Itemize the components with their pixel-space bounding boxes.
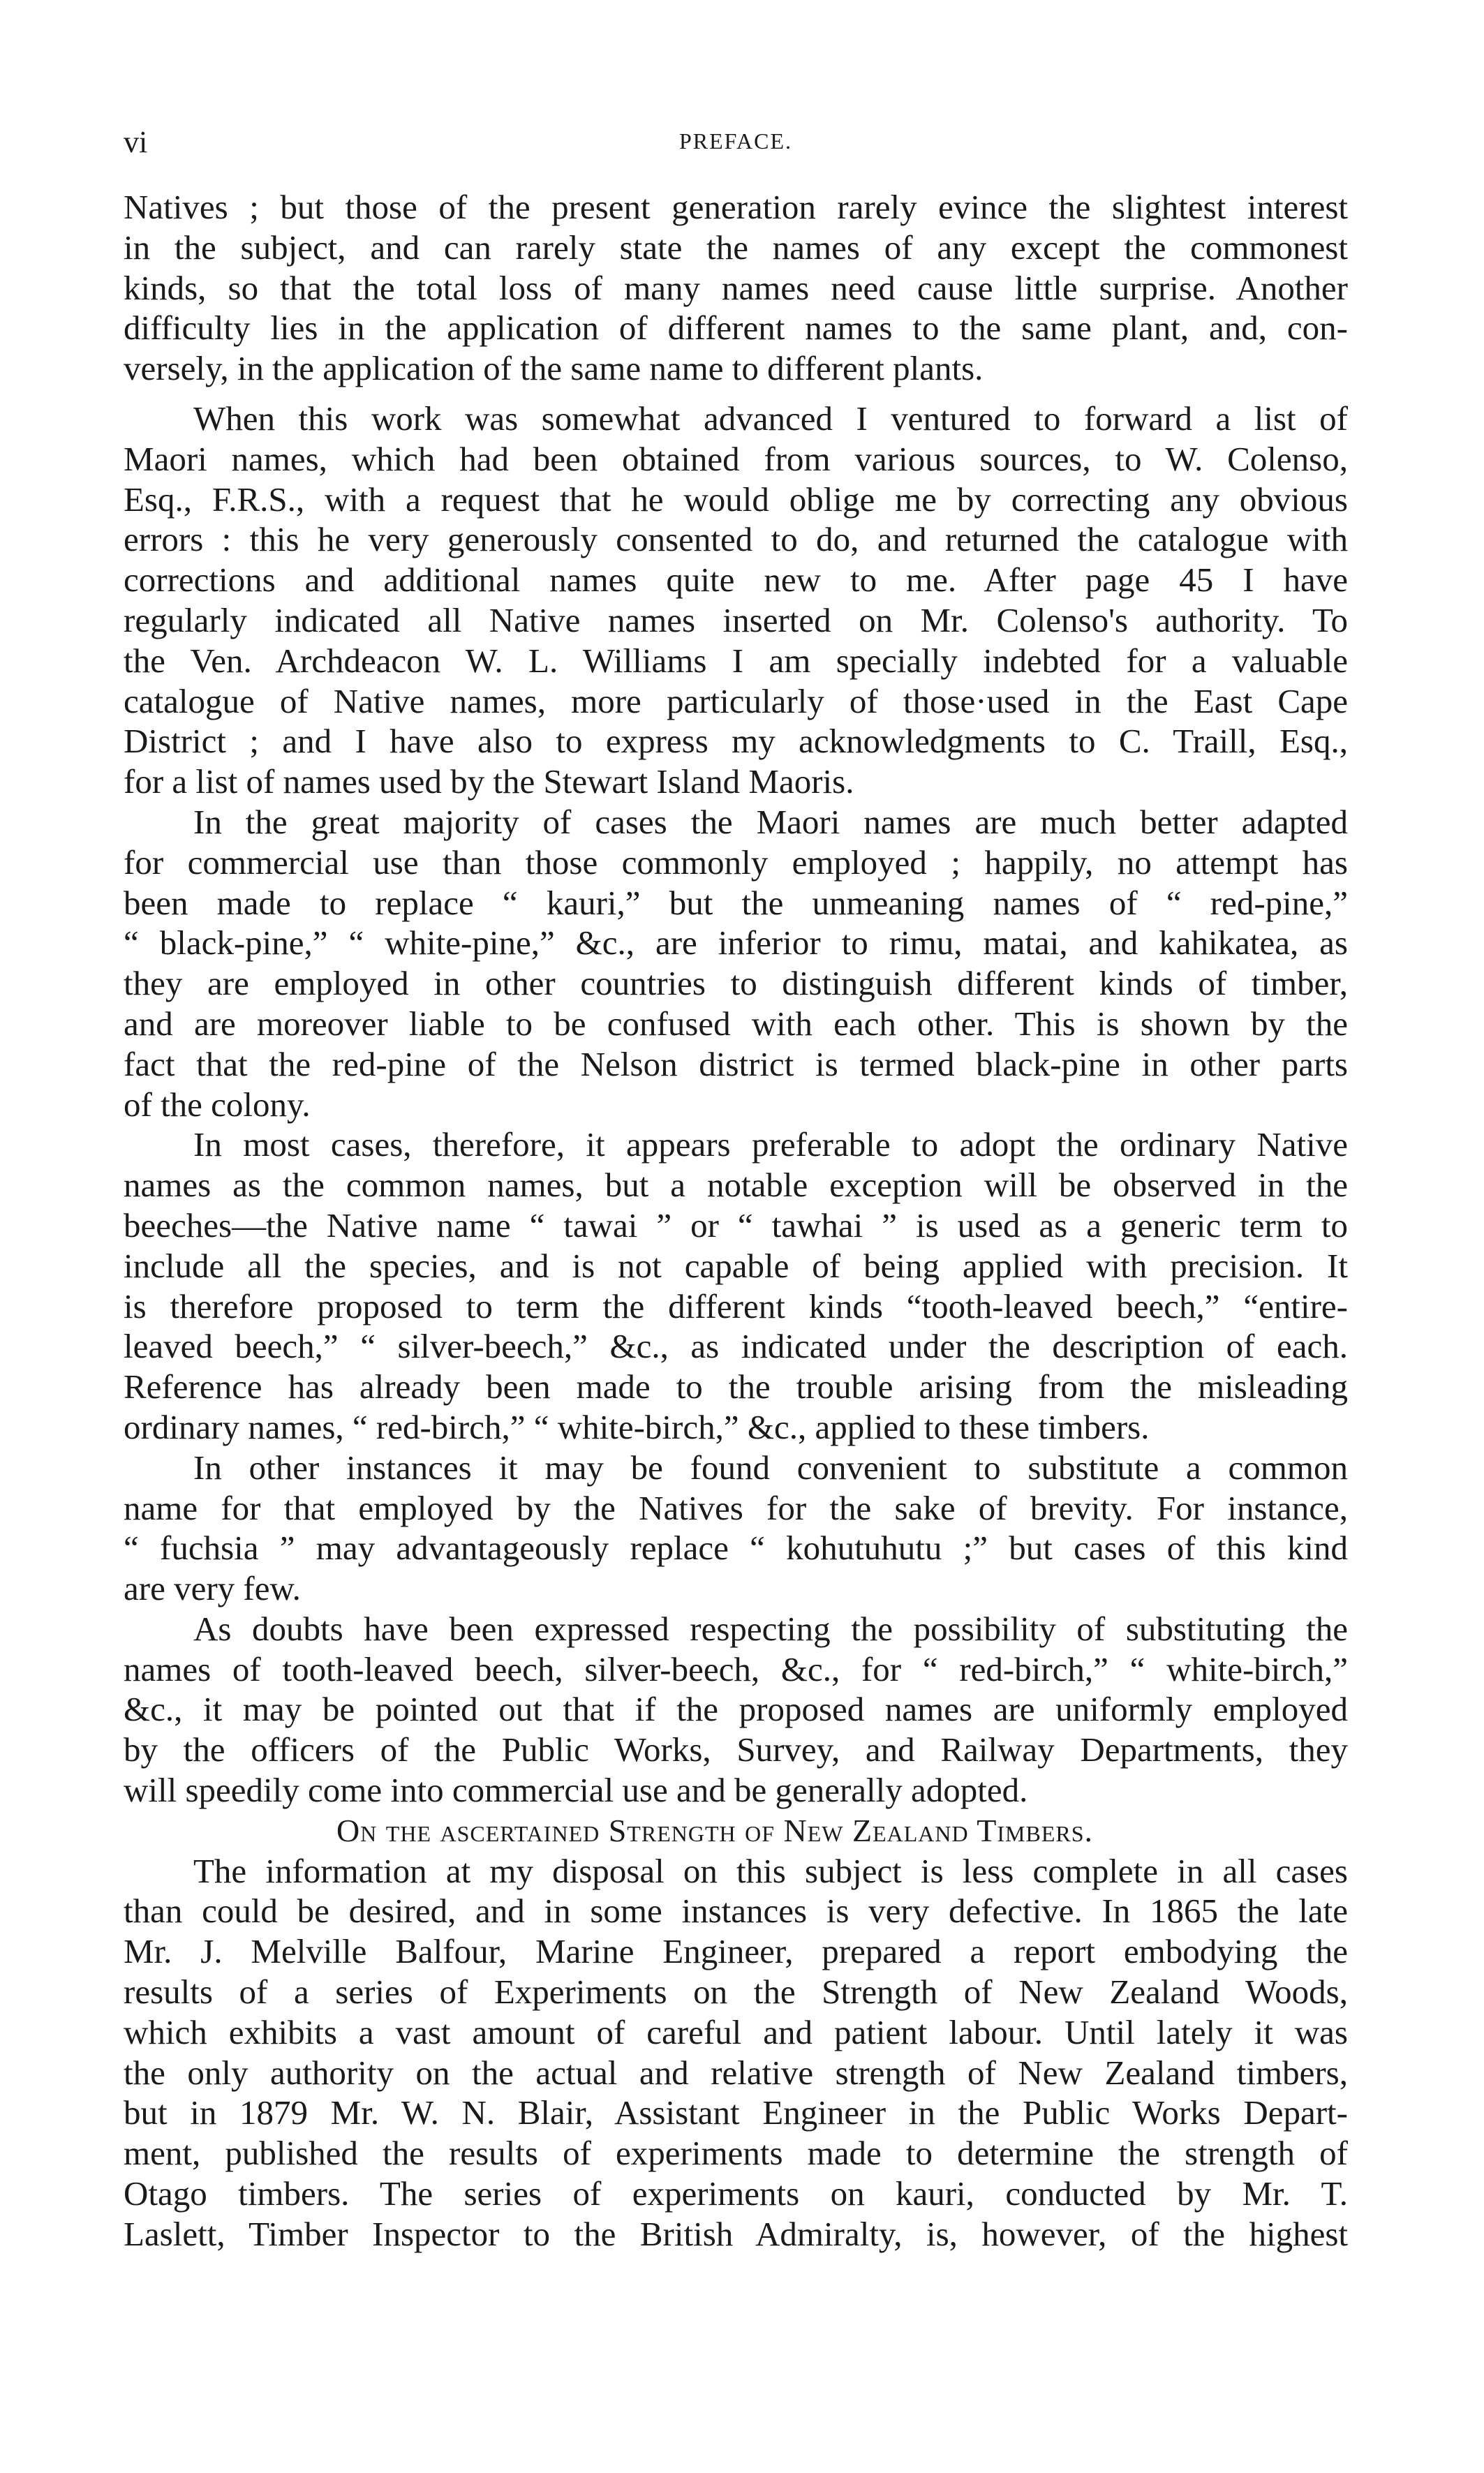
text-line: in the subject, and can rarely state the names of any except the commonest bbox=[124, 228, 1348, 267]
text-line: include all the species, and is not capable of being applied with precision. It bbox=[124, 1246, 1348, 1285]
text-line: but in 1879 Mr. W. N. Blair, Assistant Engineer in the Public Works Depart- bbox=[124, 2093, 1348, 2132]
text-line: names as the common names, but a notable exception will be observed in the bbox=[124, 1166, 1348, 1205]
text-line: ment, published the results of experiments made to determine the strength of bbox=[124, 2134, 1348, 2173]
section-heading: On the ascertained Strength of New Zealand Timbers. bbox=[336, 1812, 1094, 1848]
text-line: Reference has already been made to the trouble arising from the misleading bbox=[124, 1367, 1348, 1406]
text-line: Esq., F.R.S., with a request that he would oblige me by correcting any obvious bbox=[124, 480, 1348, 519]
text-line: the only authority on the actual and relative strength of New Zealand timbers, bbox=[124, 2053, 1348, 2092]
text-line: versely, in the application of the same name to different plants. bbox=[124, 349, 984, 388]
paragraph bbox=[124, 1609, 1348, 1811]
paragraph bbox=[124, 1851, 1348, 2255]
text-line: When this work was somewhat advanced I ventured to forward a list of bbox=[193, 399, 1348, 438]
running-head bbox=[124, 124, 1348, 159]
text-line: for commercial use than those commonly employed ; happily, no attempt has bbox=[124, 842, 1348, 882]
text-line: names of tooth-leaved beech, silver-beech, &c., for “ red-birch,” “ white-birch,” bbox=[124, 1649, 1348, 1688]
text-line: Maori names, which had been obtained from various sources, to W. Colenso, bbox=[124, 439, 1348, 478]
text-line: The information at my disposal on this subject is less complete in all cases bbox=[193, 1851, 1348, 1890]
text-line: ordinary names, “ red-birch,” “ white-birch,” &c., applied to these timbers. bbox=[124, 1407, 1150, 1446]
text-line: corrections and additional names quite new to me. After page 45 I have bbox=[124, 560, 1348, 600]
text-line: regularly indicated all Native names inserted on Mr. Colenso's authority. To bbox=[124, 600, 1348, 639]
body-text bbox=[124, 187, 1348, 2255]
text-line: name for that employed by the Natives for the sake of brevity. For instance, bbox=[124, 1488, 1348, 1527]
text-line: In other instances it may be found convenient to substitute a common bbox=[193, 1448, 1348, 1487]
text-line: beeches—the Native name “ tawai ” or “ tawhai ” is used as a generic term to bbox=[124, 1205, 1348, 1245]
text-line: is therefore proposed to term the different kinds “tooth-leaved beech,” “entire- bbox=[124, 1286, 1348, 1325]
text-line: been made to replace “ kauri,” but the unmeaning names of “ red-pine,” bbox=[124, 883, 1348, 922]
text-line: “ fuchsia ” may advantageously replace “ kohutuhutu ;” but cases of this kind bbox=[124, 1529, 1348, 1568]
text-line: In the great majority of cases the Maori names are much better adapted bbox=[193, 802, 1348, 841]
text-line: which exhibits a vast amount of careful and patient labour. Until lately it was bbox=[124, 2012, 1348, 2051]
text-line: errors : this he very generously consented to do, and returned the catalogue with bbox=[124, 520, 1348, 559]
text-line: “ black-pine,” “ white-pine,” &c., are inferior to rimu, matai, and kahikatea, as bbox=[124, 923, 1348, 963]
text-line: Otago timbers. The series of experiments on kauri, conducted by Mr. T. bbox=[124, 2174, 1348, 2213]
text-line: catalogue of Native names, more particularly of those·used in the East Cape bbox=[124, 681, 1348, 720]
text-line: kinds, so that the total loss of many names need cause little surprise. Another bbox=[124, 268, 1348, 307]
text-line: the Ven. Archdeacon W. L. Williams I am specially indebted for a valuable bbox=[124, 641, 1348, 680]
paragraph bbox=[124, 1124, 1348, 1447]
page-number: vi bbox=[124, 125, 148, 159]
text-line: for a list of names used by the Stewart Island Maoris. bbox=[124, 762, 854, 801]
text-line: of the colony. bbox=[124, 1085, 311, 1124]
paragraph bbox=[124, 187, 1348, 389]
text-line: Natives ; but those of the present generation rarely evince the slightest interest bbox=[124, 188, 1348, 226]
text-line: will speedily come into commercial use and be generally adopted. bbox=[124, 1771, 1028, 1810]
paragraph bbox=[124, 802, 1348, 1124]
text-line: by the officers of the Public Works, Survey, and Railway Departments, they bbox=[124, 1730, 1348, 1769]
text-line: than could be desired, and in some instances is very defective. In 1865 the late bbox=[124, 1892, 1348, 1931]
text-line: Mr. J. Melville Balfour, Marine Engineer, prepared a report embodying the bbox=[124, 1932, 1348, 1971]
running-title: PREFACE. bbox=[678, 128, 793, 154]
paragraph bbox=[124, 1448, 1348, 1609]
text-line: and are moreover liable to be confused with each other. This is shown by the bbox=[124, 1004, 1348, 1043]
text-line: leaved beech,” “ silver-beech,” &c., as indicated under the description of each. bbox=[124, 1327, 1348, 1366]
text-line: are very few. bbox=[124, 1569, 301, 1608]
text-line: difficulty lies in the application of different names to the same plant, and, con- bbox=[124, 309, 1348, 348]
text-line: Laslett, Timber Inspector to the British Admiralty, is, however, of the highest bbox=[124, 2214, 1348, 2253]
text-line: &c., it may be pointed out that if the proposed names are uniformly employed bbox=[124, 1690, 1348, 1729]
text-line: As doubts have been expressed respecting the possibility of substituting the bbox=[193, 1609, 1348, 1648]
text-line: In most cases, therefore, it appears preferable to adopt the ordinary Native bbox=[193, 1125, 1348, 1164]
text-line: fact that the red-pine of the Nelson district is termed black-pine in other parts bbox=[124, 1044, 1348, 1083]
text-line: District ; and I have also to express my acknowledgments to C. Traill, Esq., bbox=[124, 722, 1348, 761]
paragraph bbox=[124, 399, 1348, 802]
text-line: they are employed in other countries to distinguish different kinds of timber, bbox=[124, 964, 1348, 1003]
text-line: results of a series of Experiments on the Strength of New Zealand Woods, bbox=[124, 1973, 1348, 2012]
